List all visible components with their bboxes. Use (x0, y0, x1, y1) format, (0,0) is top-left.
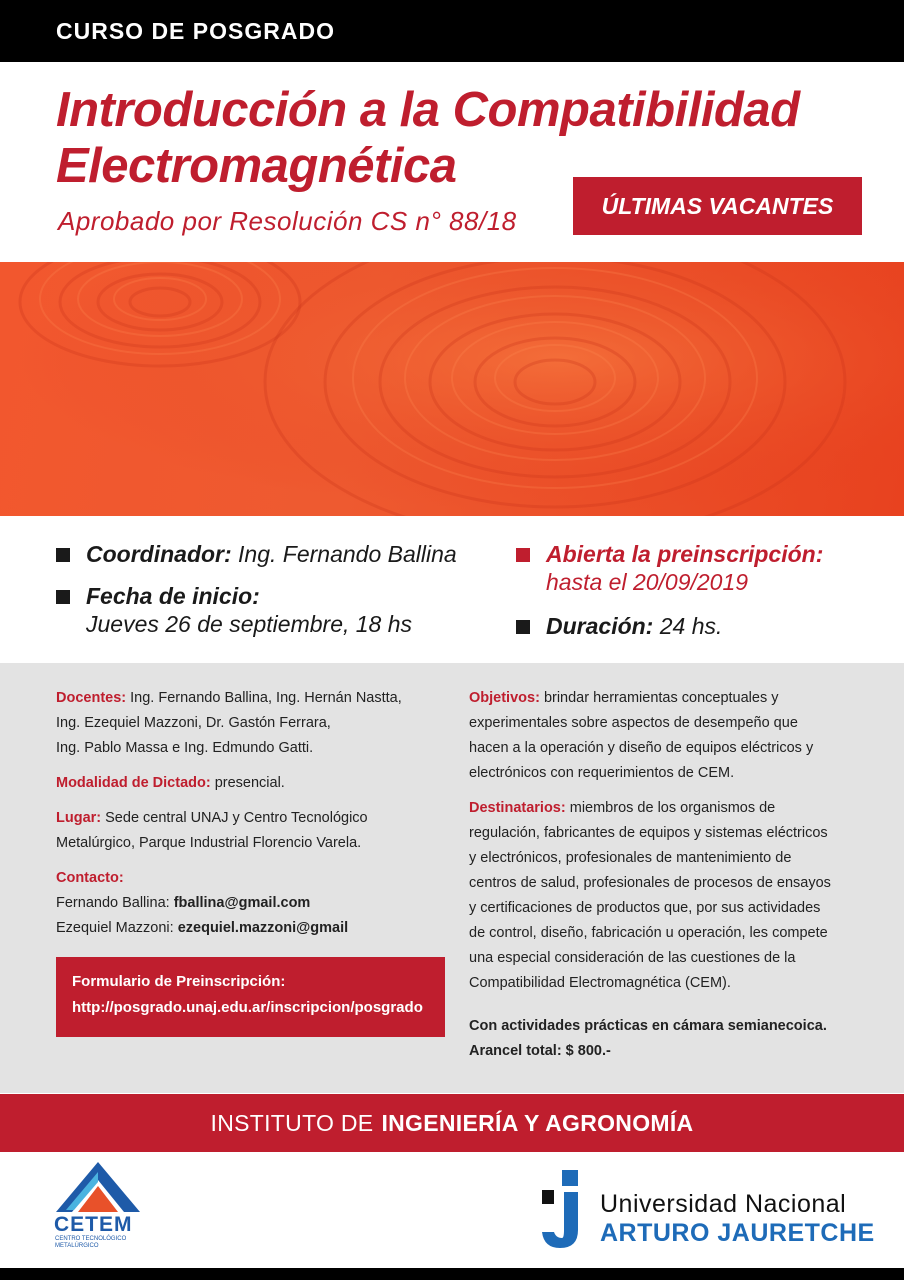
start-date-value: Jueves 26 de septiembre, 18 hs (86, 611, 413, 637)
modality-label: Modalidad de Dictado: (56, 775, 211, 791)
audience-label: Destinatarios: (469, 800, 566, 816)
resolution-subtitle: Aprobado por Resolución CS n° 88/18 (58, 206, 517, 236)
audience-line-8: Compatibilidad Electromagnética (CEM). (469, 975, 731, 991)
title-line-1: Introducción a la Compatibilidad (56, 83, 800, 137)
bullet-square (516, 620, 530, 634)
ripple-pattern (0, 262, 904, 516)
cetem-subtitle: CENTRO TECNOLÓGICO METALÚRGICO (55, 1236, 127, 1249)
objectives-line-1: brindar herramientas conceptuales y (543, 690, 779, 706)
preregistration-label: Abierta la preinscripción: (546, 541, 824, 567)
audience-line-5: y certificaciones de productos que, por sus actividades (469, 900, 821, 916)
ripple-banner-image (0, 262, 904, 516)
start-date-label: Fecha de inicio: (86, 583, 260, 609)
coordinator-label: Coordinador: (86, 541, 232, 567)
audience-line-3: y electrónicos, profesionales de mantenimiento de (469, 850, 792, 866)
university-name-line-1: Universidad Nacional (600, 1190, 847, 1218)
institute-name: INGENIERÍA Y AGRONOMÍA (381, 1109, 694, 1136)
duration-label: Duración: (546, 613, 654, 639)
location-label: Lugar: (56, 810, 102, 826)
teachers-label: Docentes: (56, 690, 127, 706)
contact-label: Contacto: (56, 870, 124, 886)
coordinator-value: Ing. Fernando Ballina (238, 541, 457, 567)
contact-2-name: Ezequiel Mazzoni: (56, 920, 174, 936)
location-line-1: Sede central UNAJ y Centro Tecnológico (105, 810, 368, 826)
form-url-link[interactable]: http://posgrado.unaj.edu.ar/inscripcion/posgrado (72, 999, 423, 1016)
objectives-block (469, 686, 879, 786)
preregistration-item (516, 540, 823, 596)
activities-text: Con actividades prácticas en cámara semianecoica. (469, 1018, 827, 1034)
bullet-square (56, 590, 70, 604)
modality-block (56, 771, 446, 796)
location-block (56, 806, 446, 856)
objectives-line-4: electrónicos con requerimientos de CEM. (469, 765, 735, 781)
institute-bar (0, 1094, 904, 1152)
duration-item (516, 612, 722, 640)
course-type-label: CURSO DE POSGRADO (56, 18, 335, 44)
duration-value: 24 hs. (659, 613, 723, 639)
bottom-bar (0, 1268, 904, 1280)
last-vacancies-badge: ÚLTIMAS VACANTES (573, 177, 862, 235)
details-right-column (469, 686, 879, 1074)
preregistration-value: hasta el 20/09/2019 (546, 569, 749, 595)
objectives-label: Objetivos: (469, 690, 540, 706)
details-left-column (56, 686, 446, 951)
contact-2-email-link[interactable]: ezequiel.mazzoni@gmail (177, 920, 349, 936)
top-bar (0, 0, 904, 62)
bullet-square (56, 548, 70, 562)
audience-block (469, 796, 879, 996)
university-name-line-2: ARTURO JAURETCHE (600, 1219, 875, 1247)
audience-line-1: miembros de los organismos de (569, 800, 776, 816)
preregistration-form-box (56, 957, 445, 1037)
start-date-item (56, 582, 412, 638)
audience-line-7: una especial consideración de las cuestiones de la (469, 950, 796, 966)
teachers-block (56, 686, 446, 761)
contact-1-name: Fernando Ballina: (56, 895, 170, 911)
audience-line-6: de control, diseño, fabricación u operación, les compete (469, 925, 828, 941)
contact-1-email-link[interactable]: fballina@gmail.com (173, 895, 311, 911)
location-line-2: Metalúrgico, Parque Industrial Florencio Varela. (56, 835, 362, 851)
objectives-line-2: experimentales sobre aspectos de desempeño que (469, 715, 798, 731)
unaj-logo-icon (540, 1170, 588, 1250)
objectives-line-3: hacen a la operación y diseño de equipos eléctricos y (469, 740, 814, 756)
coordinator-item (56, 540, 457, 568)
form-label: Formulario de Preinscripción: (72, 973, 286, 990)
audience-line-2: regulación, fabricantes de equipos y sistemas eléctricos (469, 825, 828, 841)
audience-line-4: centros de salud, profesionales de procesos de ensayos (469, 875, 831, 891)
teachers-line-2: Ing. Ezequiel Mazzoni, Dr. Gastón Ferrara, (56, 715, 331, 731)
activities-block (469, 1014, 879, 1064)
teachers-line-3: Ing. Pablo Massa e Ing. Edmundo Gatti. (56, 740, 314, 756)
fee-text: Arancel total: $ 800.- (469, 1043, 611, 1059)
teachers-line-1: Ing. Fernando Ballina, Ing. Hernán Nastta, (130, 690, 402, 706)
bullet-square-red (516, 548, 530, 562)
contact-block (56, 866, 446, 941)
cetem-name: CETEM (54, 1213, 133, 1236)
institute-prefix: INSTITUTO DE (210, 1109, 374, 1136)
title-line-2: Electromagnética (56, 139, 457, 193)
modality-value: presencial. (214, 775, 285, 791)
